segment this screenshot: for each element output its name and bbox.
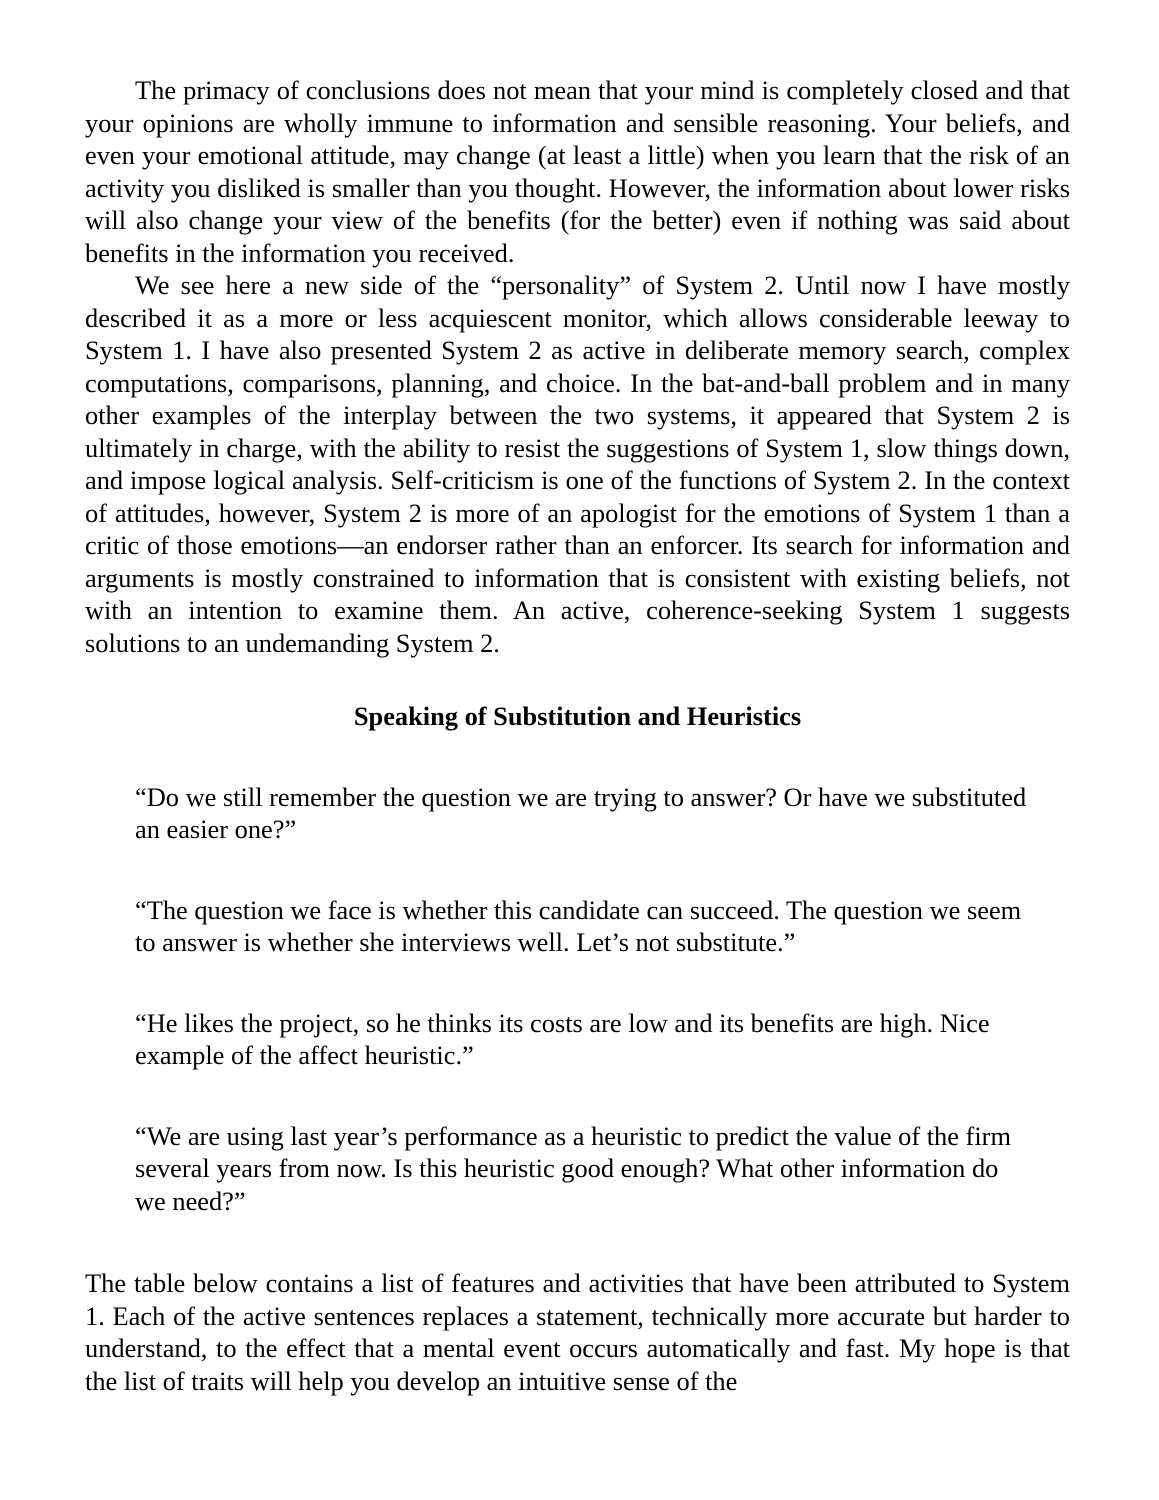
section-heading: Speaking of Substitution and Heuristics [353,701,802,731]
body-paragraph: The primacy of conclusions does not mean that your mind is completely closed and that your opinions are wholly immune to information and sensible reasoning. Your beliefs, and even your emotional attitude, may change (at least a little) when you learn that the risk of an activity you disliked is smaller than you thought. However, the information about lower risks will also change your view of the benefits (for the better) even if nothing was said about benefits in the information you received. [85,75,1070,268]
closing-paragraph: The table below contains a list of features and activities that have been attributed to System 1. Each of the active sentences replaces a statement, technically more accurate but harder to understand, to the effect that a mental event occurs automatically and fast. My hope is that the list of traits will help you develop an intuitive sense of the [85,1268,1070,1396]
quote-item: “Do we still remember the question we are trying to answer? Or have we substituted an easier one?” [135,781,1027,844]
document-page [85,74,1070,1397]
body-paragraph: We see here a new side of the “personality” of System 2. Until now I have mostly described it as a more or less acquiescent monitor, which allows considerable leeway to System 1. I have also presented System 2 as active in deliberate memory search, complex computations, comparisons, planning, and choice. In the bat-and-ball problem and in many other examples of the interplay between the two systems, it appeared that System 2 is ultimately in charge, with the ability to resist the suggestions of System 1, slow things down, and impose logical analysis. Self-criticism is one of the functions of System 2. In the context of attitudes, however, System 2 is more of an apologist for the emotions of System 1 than a critic of those emotions—an endorser rather than an enforcer. Its search for information and arguments is mostly constrained to information that is consistent with existing beliefs, not with an intention to examine them. An active, coherence-seeking System 1 suggests solutions to an undemanding System 2. [85,270,1070,658]
quote-item: “The question we face is whether this candidate can succeed. The question we seem to answer is whether she interviews well. Let’s not substitute.” [135,894,1022,957]
quote-item: “He likes the project, so he thinks its costs are low and its benefits are high. Nice example of the affect heuristic.” [135,1007,990,1070]
quote-item: “We are using last year’s performance as a heuristic to predict the value of the firm several years from now. Is this heuristic good enough? What other information do we need?” [135,1120,1011,1216]
